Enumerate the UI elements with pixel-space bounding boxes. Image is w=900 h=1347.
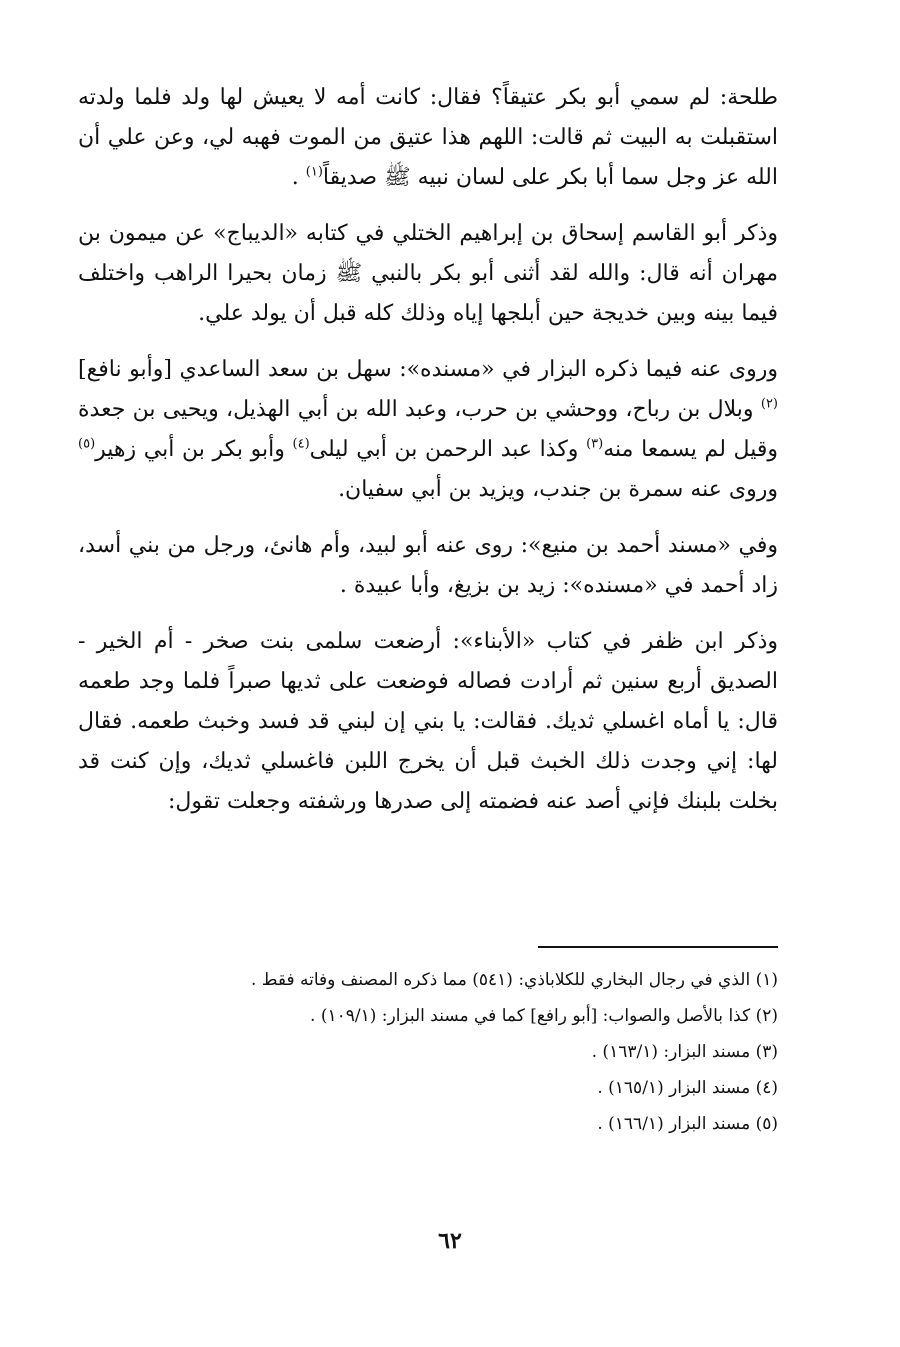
paragraph-3-text: وروى عنه فيما ذكره البزار في «مسنده»: سهل بن سعد الساعدي [وأبو نافع]	[78, 357, 778, 382]
footnotes	[98, 962, 778, 1142]
paragraph-4-text: وفي «مسند أحمد بن منيع»: روى عنه أبو لبيد، وأم هانئ، ورجل من بني أسد، زاد أحمد في «مسنده»: زيد بن بزيغ، وأبا عبيدة .	[78, 533, 778, 598]
paragraph-3-part-4: وأبو بكر بن أبي زهير	[95, 437, 293, 462]
paragraph-3-part-3: وكذا عبد الرحمن بن أبي ليلى	[309, 437, 587, 462]
footnote-2: (٢) كذا بالأصل والصواب: [أبو رافع] كما في مسند البزار: (١٠٩/١) .	[310, 1006, 778, 1026]
footnote-5: (٥) مسند البزار (١٦٦/١) .	[597, 1114, 778, 1134]
paragraph-3	[78, 350, 778, 510]
paragraph-5	[78, 622, 778, 822]
paragraph-1	[78, 78, 778, 198]
footnote-divider	[538, 946, 778, 948]
paragraph-2-text: وذكر أبو القاسم إسحاق بن إبراهيم الختلي في كتابه «الديباج» عن ميمون بن مهران أنه قال: والله لقد أثنى أبو بكر بالنبي ﷺ زمان بحيرا الراهب واختلف فيما بينه وبين خديجة حين أبلجها إياه وذلك كله قبل أن يولد علي.	[78, 221, 778, 326]
paragraph-1-tail: .	[291, 165, 306, 190]
page-number: ٦٢	[438, 1228, 462, 1254]
footnote-ref-2: (٢)	[760, 396, 778, 412]
paragraph-1-text: طلحة: لم سمي أبو بكر عتيقاً؟ فقال: كانت أمه لا يعيش لها ولد فلما ولدته استقبلت به البيت ثم قالت: اللهم هذا عتيق من الموت فهبه لي، وعن علي أن الله عز وجل سما أبا بكر على لسان نبيه ﷺ صديقاً	[78, 85, 778, 190]
paragraph-2	[78, 214, 778, 334]
main-text	[78, 78, 778, 838]
paragraph-3-part-2: وبلال بن رباح، ووحشي بن حرب، وعبد الله بن أبي الهذيل، ويحيى بن جعدة وقيل لم يسمعا منه	[78, 397, 778, 462]
footnote-ref-4: (٤)	[292, 436, 310, 452]
footnote-ref-5: (٥)	[78, 436, 96, 452]
footnote-1: (١) الذي في رجال البخاري للكلاباذي: (٥٤١) مما ذكره المصنف وفاته فقط .	[250, 970, 778, 990]
paragraph-4	[78, 526, 778, 606]
footnote-ref-1: (١)	[305, 164, 323, 180]
footnote-3: (٣) مسند البزار: (١٦٣/١) .	[591, 1042, 778, 1062]
paragraph-3-part-5: وروى عنه سمرة بن جندب، ويزيد بن أبي سفيان.	[338, 477, 778, 502]
footnote-4: (٤) مسند البزار (١٦٥/١) .	[597, 1078, 778, 1098]
paragraph-5-text: وذكر ابن ظفر في كتاب «الأبناء»: أرضعت سلمى بنت صخر - أم الخير - الصديق أربع سنين ثم أرادت فصاله فوضعت على ثديها صبراً فلما وجد طعمه قال: يا أماه اغسلي ثديك. فقالت: يا بني إن لبني قد فسد وخبث طعمه. فقال لها: إني وجدت ذلك الخبث قبل أن يخرج اللبن فاغسلي ثديك، وإن كنت قد بخلت بلبنك فإني أصد عنه فضمته إلى صدرها ورشفته وجعلت تقول:	[78, 629, 778, 814]
footnote-ref-3: (٣)	[586, 436, 604, 452]
